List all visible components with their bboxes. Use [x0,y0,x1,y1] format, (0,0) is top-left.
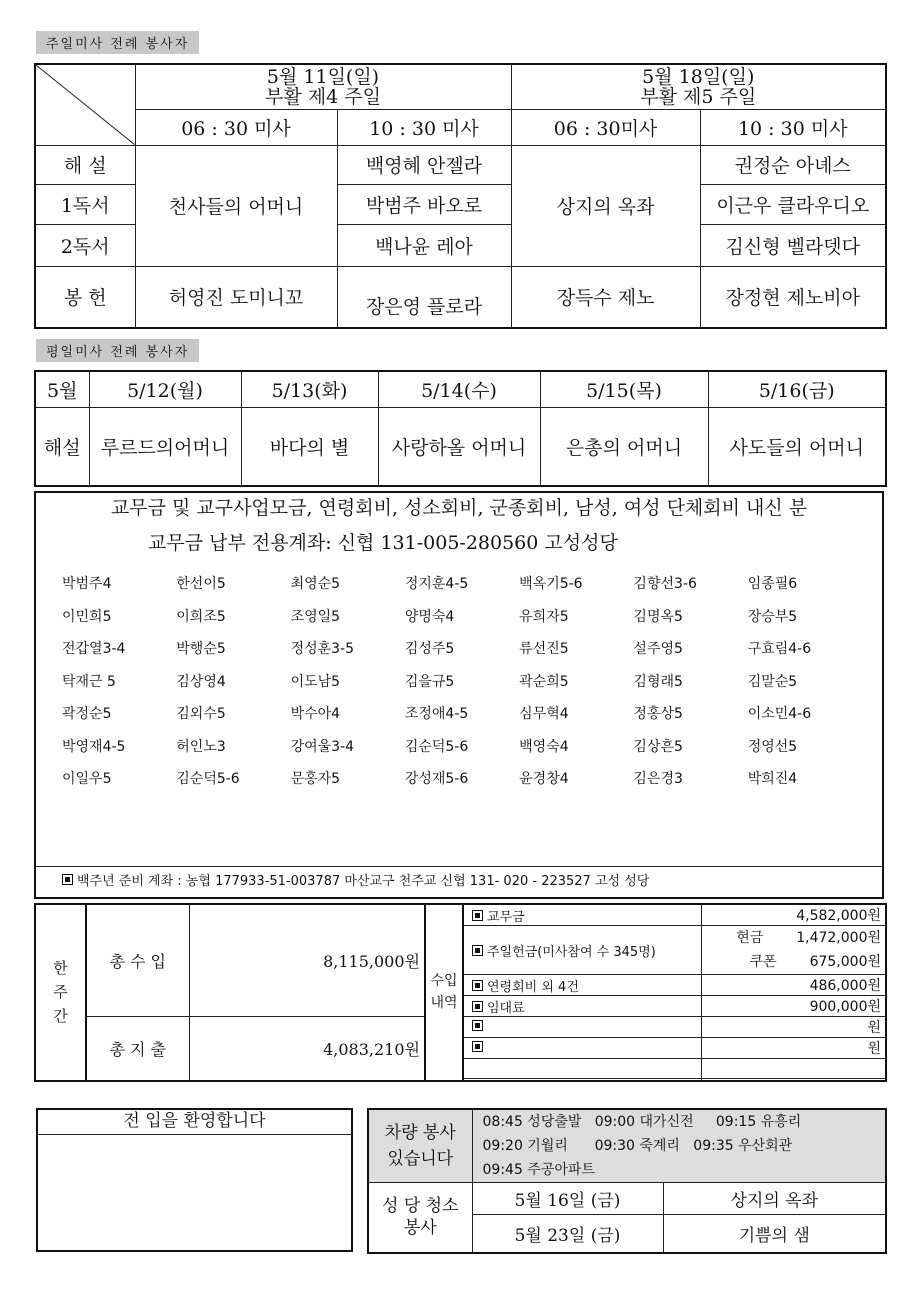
donor-name: 김순덕5-6 [404,738,469,755]
time-4: 10 : 30 미사 [700,109,886,145]
item-rent-amount: 900,000원 [701,996,886,1017]
donor-name: 김순덕5-6 [176,771,240,787]
item-blank-1 [463,1017,701,1038]
d2-0630-group: 상지의 옥좌 [511,145,700,266]
donor-box [34,491,884,899]
donor-name: 김성주5 [404,641,455,657]
finance-period: 한 주 간 [35,904,86,1081]
cleaning-group-2: 기쁨의 샘 [663,1215,886,1253]
donor-account: 교무금 납부 전용계좌: 신협 131-005-280560 고성성당 [148,532,618,554]
donor-name: 조영일5 [290,608,341,625]
week-2: 부활 제5 주일 [640,85,757,108]
vehicle-line-1: 08:45 성당출발 09:00 대가신전 09:15 유흥리 [482,1114,802,1130]
donor-name: 정지훈4-5 [404,576,469,592]
weekday-date-1: 5/12(월) [89,371,241,407]
d1-1030-reading1: 박범주 바오로 [337,184,511,224]
weekday-date-4: 5/15(목) [540,371,708,407]
donor-heading: 교무금 및 교구사업모금, 연령회비, 성소회비, 군종회비, 남성, 여성 단체회비 내신 분 [110,497,808,519]
donor-name: 최영순5 [290,576,341,592]
item-tithe-amount: 4,582,000원 [701,904,886,926]
donor-name: 양명숙4 [404,608,455,625]
expense-value: 4,083,210원 [189,1017,425,1081]
vehicle-cleaning-table [367,1108,887,1254]
donor-name: 임종필6 [747,576,798,592]
item-rent: 임대료 [463,996,701,1017]
cleaning-group-1: 상지의 옥좌 [663,1183,886,1215]
d2-1030-offertory: 장정현 제노비아 [700,266,886,328]
donor-name: 김말순5 [747,673,798,690]
role-reading-2: 2독서 [35,224,135,266]
cash-label: 현금 [736,930,764,946]
d1-1030-offertory: 장은영 플로라 [337,266,511,328]
weekday-date-5: 5/16(금) [708,371,886,407]
item-blank-2 [463,1038,701,1059]
detail-label: 수입 내역 [425,904,463,1081]
income-value: 8,115,000원 [189,904,425,1017]
donor-name: 곽순희5 [519,673,569,690]
role-offertory: 봉 헌 [35,266,135,328]
donor-name: 백옥기5-6 [519,576,583,592]
donor-name: 박희진4 [747,771,798,787]
weekday-group-3: 사랑하올 어머니 [378,407,540,486]
coupon-label: 쿠폰 [749,954,777,970]
date-2: 5월 18일(일) [642,65,755,88]
item-offering: 주일헌금(미사참여 수 345명) [463,926,701,975]
donor-name: 김은경3 [633,771,683,787]
donor-name: 김을규5 [404,673,455,690]
item-funeral-amount: 486,000원 [701,975,886,996]
donor-name: 박행순5 [176,641,226,657]
role-reading-1: 1독서 [35,184,135,224]
donor-list [62,568,862,796]
centennial-account [36,866,882,897]
donor-name: 탁재근 5 [62,673,116,690]
donor-name: 박영재4-5 [62,738,126,755]
cash-value: 1,472,000원 [796,930,881,946]
weekday-date-2: 5/13(화) [241,371,378,407]
sunday-mass-tab: 주일미사 전례 봉사자 [36,31,199,54]
donor-name: 곽정순5 [62,706,112,722]
cleaning-date-2: 5월 23일 (금) [472,1215,663,1253]
donor-name: 한선이5 [176,576,226,592]
vehicle-schedule [472,1109,886,1183]
vehicle-line-2: 09:20 기월리 09:30 죽계리 09:35 우산회관 [482,1138,793,1154]
d1-1030-reading2: 백나윤 레아 [337,224,511,266]
donor-name: 김형래5 [633,673,683,690]
sunday-servers-table [34,63,887,329]
cleaning-label: 성 당 청소 봉사 [368,1183,472,1253]
d2-1030-reading2: 김신형 벨라뎃다 [700,224,886,266]
item-funeral: 연령회비 외 4건 [463,975,701,996]
d2-0630-offertory: 장득수 제노 [511,266,700,328]
donor-name: 김외수5 [176,706,226,722]
vehicle-line-3: 09:45 주공아파트 [482,1162,595,1178]
donor-name: 김상흔5 [633,738,683,755]
donor-name: 정성훈3-5 [290,641,355,657]
weekday-mass-tab: 평일미사 전례 봉사자 [36,339,199,362]
weekday-role: 해설 [35,407,89,486]
d1-1030-commentary: 백영혜 안젤라 [337,145,511,184]
role-commentary: 해 설 [35,145,135,184]
d1-0630-group: 천사들의 어머니 [135,145,337,266]
vehicle-label: 차량 봉사 있습니다 [368,1109,472,1183]
welcome-box [36,1108,353,1252]
date-1: 5월 11일(일) [266,65,380,88]
expense-label: 총 지 출 [86,1017,189,1081]
d1-0630-offertory: 허영진 도미니꼬 [135,266,337,328]
corner-cell [35,64,135,145]
item-blank-1-amount: 원 [701,1017,886,1038]
donor-name: 강여울3-4 [290,738,355,755]
donor-name: 정홍상5 [633,706,683,722]
income-label: 총 수 입 [86,904,189,1017]
welcome-title: 전 입을 환영합니다 [38,1110,351,1135]
donor-name: 유희자5 [519,608,569,625]
donor-name: 허인노3 [176,738,226,755]
weekday-group-4: 은총의 어머니 [540,407,708,486]
weekday-servers-table [34,370,887,487]
donor-name: 이민희5 [62,608,112,625]
donor-name: 박범주4 [62,576,112,592]
coupon-value: 675,000원 [809,954,881,970]
donor-name: 이도남5 [290,673,341,690]
item-empty-row [463,1059,701,1079]
bullet-square-icon [62,874,73,885]
item-blank-2-amount: 원 [701,1038,886,1059]
donor-name: 구효림4-6 [747,641,812,657]
item-offering-amount [701,926,886,975]
donor-name: 이소민4-6 [747,706,812,722]
donor-name: 문홍자5 [290,771,341,787]
donor-name: 이일우5 [62,771,112,787]
donor-name: 강성재5-6 [404,771,469,787]
donor-name: 김명옥5 [633,608,683,625]
donor-name: 김향선3-6 [633,576,697,592]
finance-table [34,903,887,1082]
date-header-2 [511,64,886,109]
weekday-group-2: 바다의 별 [241,407,378,486]
time-1: 06 : 30 미사 [135,109,337,145]
donor-name: 박수아4 [290,706,341,722]
time-2: 10 : 30 미사 [337,109,511,145]
item-tithe: 교무금 [463,904,701,926]
donor-name: 심무혁4 [519,706,569,722]
week-1: 부활 제4 주일 [265,85,381,108]
donor-name: 이희조5 [176,608,226,625]
donor-name: 백영숙4 [519,738,569,755]
cleaning-date-1: 5월 16일 (금) [472,1183,663,1215]
donor-name: 김상영4 [176,673,226,690]
donor-name: 조정애4-5 [404,706,469,722]
time-3: 06 : 30미사 [511,109,700,145]
weekday-month: 5월 [35,371,89,407]
donor-name: 장승부5 [747,608,798,625]
donor-name: 정영선5 [747,738,798,755]
d2-1030-commentary: 권정순 아녜스 [700,145,886,184]
d2-1030-reading1: 이근우 클라우디오 [700,184,886,224]
donor-name: 류선진5 [519,641,569,657]
donor-name: 설주영5 [633,641,683,657]
centennial-account-text: 백주년 준비 계좌 : 농협 177933-51-003787 마산교구 천주교 신협 131- 020 - 223527 고성 성당 [77,874,650,889]
weekday-date-3: 5/14(수) [378,371,540,407]
donor-name: 윤경창4 [519,771,569,787]
weekday-group-5: 사도들의 어머니 [708,407,886,486]
date-header-1 [135,64,511,109]
weekday-group-1: 루르드의어머니 [89,407,241,486]
item-empty-row-amount [701,1059,886,1079]
donor-name: 전갑열3-4 [62,641,126,657]
